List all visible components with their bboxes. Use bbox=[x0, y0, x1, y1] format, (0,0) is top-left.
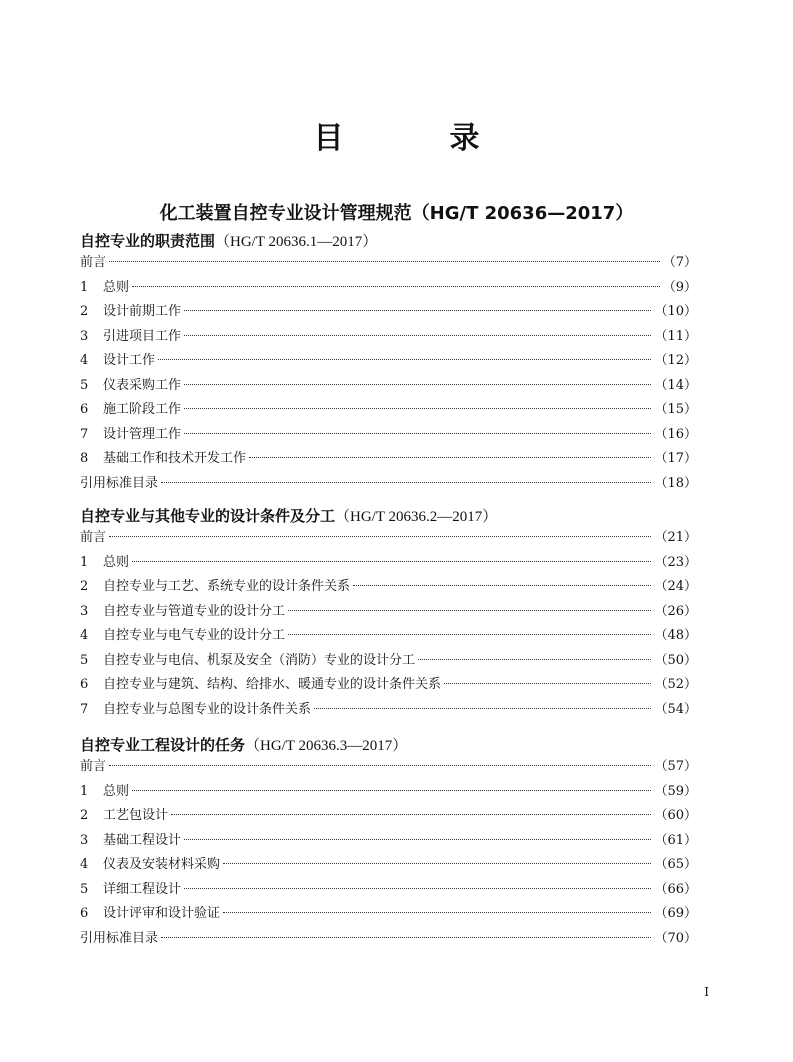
toc-entry-label: 自控专业与电信、机泵及安全（消防）专业的设计分工 bbox=[103, 652, 416, 668]
toc-entry-label: 自控专业与电气专业的设计分工 bbox=[103, 628, 286, 643]
toc-entry[interactable] bbox=[80, 829, 697, 854]
toc-entry-page: （15） bbox=[654, 402, 697, 417]
toc-entry-label: 仪表及安装材料采购 bbox=[103, 857, 221, 872]
dot-leader bbox=[249, 457, 651, 458]
toc-entry[interactable] bbox=[80, 780, 697, 805]
toc-entry-page: （66） bbox=[654, 881, 697, 897]
toc-entry[interactable] bbox=[80, 423, 697, 448]
dot-leader bbox=[184, 335, 651, 336]
toc-entry-page: （70） bbox=[654, 930, 697, 946]
dot-leader bbox=[132, 790, 651, 791]
toc-entry[interactable] bbox=[80, 673, 697, 698]
toc-entry-label: 仪表采购工作 bbox=[103, 377, 182, 393]
toc-entry[interactable] bbox=[80, 276, 697, 301]
toc-entry[interactable] bbox=[80, 575, 697, 600]
toc-section-2 bbox=[80, 506, 697, 722]
dot-leader bbox=[132, 561, 651, 562]
section-heading-code: （HG/T 20636.3—2017） bbox=[245, 738, 408, 754]
toc-entry-page: （21） bbox=[654, 530, 697, 545]
toc-entry-label: 总则 bbox=[103, 783, 130, 799]
toc-entry-label: 引用标准目录 bbox=[80, 475, 159, 491]
toc-entry-label: 引用标准目录 bbox=[80, 930, 159, 946]
toc-entry-number: 1 bbox=[80, 279, 89, 295]
toc-entry[interactable] bbox=[80, 472, 697, 497]
toc-section-3 bbox=[80, 735, 697, 951]
toc-entry-label: 引进项目工作 bbox=[103, 328, 182, 344]
section-heading-title: 自控专业与其他专业的设计条件及分工 bbox=[80, 507, 336, 525]
toc-entry-page: （61） bbox=[654, 832, 697, 848]
toc-entry-page: （18） bbox=[654, 475, 697, 491]
toc-entry-number: 1 bbox=[80, 554, 89, 570]
toc-section-1 bbox=[80, 231, 697, 496]
toc-entry[interactable] bbox=[80, 853, 697, 878]
section-heading-code: （HG/T 20636.2—2017） bbox=[335, 509, 498, 525]
toc-entry-number: 2 bbox=[80, 579, 89, 594]
section-heading bbox=[80, 231, 697, 251]
toc-entry[interactable] bbox=[80, 349, 697, 374]
toc-entry-label: 总则 bbox=[103, 554, 130, 570]
toc-entry-page: （24） bbox=[654, 579, 697, 594]
dot-leader bbox=[288, 610, 651, 611]
toc-entry-number: 3 bbox=[80, 603, 89, 619]
toc-entry[interactable] bbox=[80, 447, 697, 472]
toc-entry-page: （57） bbox=[654, 759, 697, 774]
toc-entry-number: 5 bbox=[80, 377, 89, 393]
toc-entry-page: （54） bbox=[654, 701, 697, 717]
dot-leader bbox=[171, 814, 651, 815]
toc-entry-page: （12） bbox=[654, 353, 697, 368]
toc-entry-number: 2 bbox=[80, 808, 89, 823]
section-heading-code: （HG/T 20636.1—2017） bbox=[215, 234, 378, 250]
toc-entry-page: （50） bbox=[654, 652, 697, 668]
toc-entry[interactable] bbox=[80, 804, 697, 829]
dot-leader bbox=[223, 863, 651, 864]
toc-entry[interactable] bbox=[80, 624, 697, 649]
section-heading bbox=[80, 506, 697, 526]
toc-entry-number: 3 bbox=[80, 832, 89, 848]
toc-entry-page: （17） bbox=[654, 451, 697, 466]
toc-entry[interactable] bbox=[80, 698, 697, 723]
toc-entry-label: 设计管理工作 bbox=[103, 426, 182, 442]
toc-entry-label: 自控专业与总图专业的设计条件关系 bbox=[103, 701, 312, 717]
section-heading-title: 自控专业的职责范围 bbox=[80, 232, 216, 250]
toc-entry-number: 6 bbox=[80, 402, 89, 417]
toc-entry[interactable] bbox=[80, 902, 697, 927]
toc-entry-page: （48） bbox=[654, 628, 697, 643]
toc-entry-number: 5 bbox=[80, 881, 89, 897]
toc-entry-number: 3 bbox=[80, 328, 89, 344]
dot-leader bbox=[444, 683, 651, 684]
dot-leader bbox=[288, 634, 651, 635]
toc-entry-label: 前言 bbox=[80, 255, 107, 270]
dot-leader bbox=[161, 937, 651, 938]
dot-leader bbox=[109, 261, 660, 262]
toc-entry-number: 4 bbox=[80, 857, 89, 872]
toc-entry-page: （9） bbox=[662, 279, 697, 295]
toc-entry-number: 2 bbox=[80, 304, 89, 319]
toc-entry-number: 7 bbox=[80, 701, 89, 717]
toc-entry-label: 总则 bbox=[103, 279, 130, 295]
toc-entry-page: （10） bbox=[654, 304, 697, 319]
toc-entry-page: （60） bbox=[654, 808, 697, 823]
toc-entry-page: （14） bbox=[654, 377, 697, 393]
toc-entry-page: （11） bbox=[654, 328, 697, 344]
toc-entry-label: 自控专业与建筑、结构、给排水、暖通专业的设计条件关系 bbox=[103, 677, 442, 692]
toc-entry-label: 前言 bbox=[80, 530, 107, 545]
toc-entry[interactable] bbox=[80, 927, 697, 952]
toc-entry-page: （59） bbox=[654, 783, 697, 799]
dot-leader bbox=[109, 536, 651, 537]
toc-entry-page: （69） bbox=[654, 906, 697, 921]
toc-entry[interactable] bbox=[80, 600, 697, 625]
toc-entry[interactable] bbox=[80, 755, 697, 780]
toc-entry-label: 基础工作和技术开发工作 bbox=[103, 451, 247, 466]
toc-entry-page: （23） bbox=[654, 554, 697, 570]
toc-entry-page: （16） bbox=[654, 426, 697, 442]
dot-leader bbox=[184, 433, 651, 434]
toc-entry-label: 基础工程设计 bbox=[103, 832, 182, 848]
toc-entry-number: 4 bbox=[80, 353, 89, 368]
toc-entry-label: 自控专业与工艺、系统专业的设计条件关系 bbox=[103, 579, 351, 594]
dot-leader bbox=[223, 912, 651, 913]
toc-entry[interactable] bbox=[80, 374, 697, 399]
dot-leader bbox=[184, 408, 651, 409]
toc-entry-number: 7 bbox=[80, 426, 89, 442]
toc-entry[interactable] bbox=[80, 526, 697, 551]
toc-entry[interactable] bbox=[80, 325, 697, 350]
toc-entry[interactable] bbox=[80, 878, 697, 903]
toc-entry-label: 工艺包设计 bbox=[103, 808, 169, 823]
toc-entry-label: 设计前期工作 bbox=[103, 304, 182, 319]
toc-entry-label: 设计评审和设计验证 bbox=[103, 906, 221, 921]
toc-entry-label: 施工阶段工作 bbox=[103, 402, 182, 417]
toc-entry[interactable] bbox=[80, 551, 697, 576]
toc-entry-label: 前言 bbox=[80, 759, 107, 774]
dot-leader bbox=[158, 359, 651, 360]
dot-leader bbox=[184, 888, 651, 889]
toc-entry-label: 自控专业与管道专业的设计分工 bbox=[103, 603, 286, 619]
dot-leader bbox=[353, 585, 651, 586]
toc-entry-number: 8 bbox=[80, 451, 89, 466]
toc-entry-page: （65） bbox=[654, 857, 697, 872]
dot-leader bbox=[109, 765, 651, 766]
toc-entry-page: （7） bbox=[662, 255, 697, 270]
section-heading-title: 自控专业工程设计的任务 bbox=[80, 736, 246, 754]
toc-entry-page: （52） bbox=[654, 677, 697, 692]
toc-entry-number: 4 bbox=[80, 628, 89, 643]
toc-entry-number: 5 bbox=[80, 652, 89, 668]
dot-leader bbox=[184, 384, 651, 385]
dot-leader bbox=[161, 482, 651, 483]
toc-entry-number: 6 bbox=[80, 677, 89, 692]
toc-entry-page: （26） bbox=[654, 603, 697, 619]
toc-entry[interactable] bbox=[80, 649, 697, 674]
toc-entry-label: 设计工作 bbox=[103, 353, 156, 368]
dot-leader bbox=[418, 659, 651, 660]
document-title: 化工装置自控专业设计管理规范（HG/T 20636—2017） bbox=[159, 203, 634, 224]
dot-leader bbox=[314, 708, 651, 709]
dot-leader bbox=[132, 286, 660, 287]
toc-entry[interactable] bbox=[80, 398, 697, 423]
dot-leader bbox=[184, 839, 651, 840]
dot-leader bbox=[184, 310, 651, 311]
toc-entry[interactable] bbox=[80, 251, 697, 276]
toc-entry-label: 详细工程设计 bbox=[103, 881, 182, 897]
toc-entry[interactable] bbox=[80, 300, 697, 325]
footer-page-number: I bbox=[704, 985, 709, 999]
toc-entry-number: 1 bbox=[80, 783, 89, 799]
section-heading bbox=[80, 735, 697, 755]
toc-entry-number: 6 bbox=[80, 906, 89, 921]
page-title: 目 录 bbox=[313, 121, 518, 156]
